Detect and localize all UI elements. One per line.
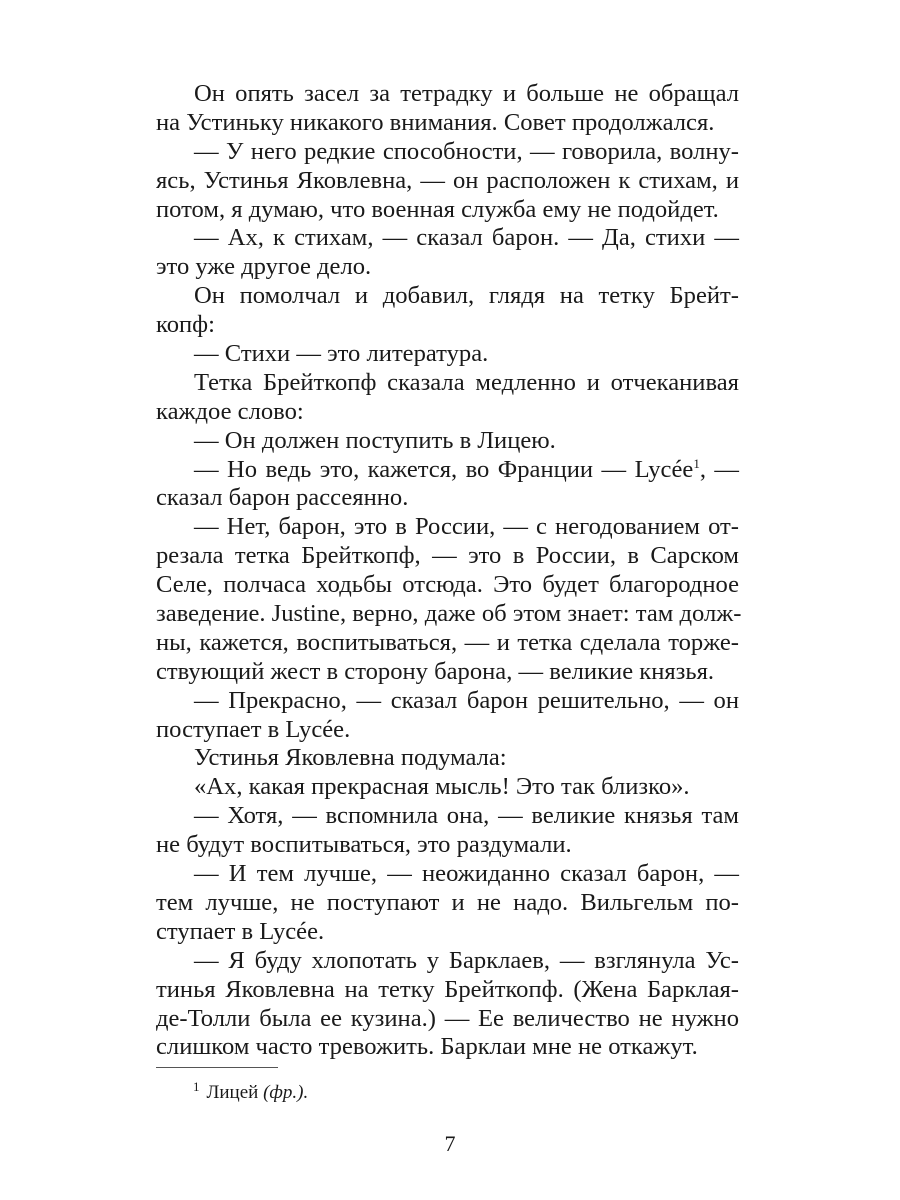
text-line bbox=[156, 427, 739, 456]
text-line-content: ны, кажется, воспитываться, — и тетка сделала торже- bbox=[156, 628, 739, 656]
text-line-content: Он опять засел за тетрадку и больше не обращал bbox=[194, 80, 739, 107]
text-line-content: слишком часто тревожить. Барклаи мне не откажут. bbox=[156, 1033, 698, 1061]
text-line bbox=[156, 947, 739, 976]
text-line bbox=[156, 802, 739, 831]
footnote-reference: 1 bbox=[693, 455, 700, 471]
text-line bbox=[156, 456, 739, 485]
text-line bbox=[156, 369, 739, 398]
text-line bbox=[156, 918, 739, 947]
footnote-separator bbox=[156, 1067, 278, 1068]
text-line-content: Устинья Яковлевна подумала: bbox=[194, 744, 507, 772]
text-line-content: — Но ведь это, кажется, во Франции — Lycée bbox=[194, 455, 694, 483]
text-line bbox=[156, 196, 739, 225]
text-line bbox=[156, 167, 739, 196]
text-line-content: «Ах, какая прекрасная мысль! Это так близко». bbox=[194, 773, 690, 801]
text-line bbox=[156, 398, 739, 427]
text-line-content: поступает в Lycée. bbox=[156, 715, 351, 743]
text-line-content: сказал барон рассеянно. bbox=[156, 484, 409, 512]
text-line-content: де-Толли была ее кузина.) — Ее величество не нужно bbox=[156, 1004, 739, 1032]
text-line bbox=[156, 224, 739, 253]
text-line bbox=[156, 658, 739, 687]
text-line bbox=[156, 1005, 739, 1034]
text-line-content: — Нет, барон, это в России, — с негодованием от- bbox=[194, 513, 739, 541]
text-line-content: это уже другое дело. bbox=[156, 253, 372, 281]
text-line-content: — У него редкие способности, — говорила, волну- bbox=[194, 137, 739, 165]
text-line-content: заведение. Justine, верно, даже об этом знает: там долж- bbox=[156, 600, 742, 628]
text-line bbox=[156, 600, 742, 629]
text-line-content: каждое слово: bbox=[156, 397, 304, 425]
footnote-marker: 1 bbox=[193, 1078, 200, 1094]
text-line bbox=[156, 138, 739, 167]
text-line bbox=[156, 253, 739, 282]
text-line bbox=[156, 340, 739, 369]
text-line-content: не будут воспитываться, это раздумали. bbox=[156, 831, 572, 859]
text-line-content: ступает в Lycée. bbox=[156, 917, 325, 945]
text-line bbox=[156, 629, 739, 658]
text-line bbox=[156, 484, 739, 513]
text-line-content: тинья Яковлевна на тетку Брейткопф. (Жена Барклая- bbox=[156, 975, 739, 1003]
text-line-content: — Стихи — это литература. bbox=[194, 340, 489, 368]
text-line bbox=[156, 282, 739, 311]
footnote-language-note: (фр.). bbox=[263, 1082, 309, 1103]
text-line-content: — И тем лучше, — неожиданно сказал барон, — bbox=[194, 860, 739, 888]
text-line bbox=[156, 860, 739, 889]
text-line bbox=[156, 716, 739, 745]
text-line bbox=[156, 513, 739, 542]
text-line-content: Он помолчал и добавил, глядя на тетку Брейт- bbox=[194, 282, 739, 310]
page-text-block bbox=[156, 80, 742, 1062]
text-line-content: копф: bbox=[156, 311, 215, 339]
text-line bbox=[156, 1033, 739, 1062]
text-line-content: Тетка Брейткопф сказала медленно и отчеканивая bbox=[194, 368, 739, 396]
text-line bbox=[156, 773, 739, 802]
text-line-content: — Ах, к стихам, — сказал барон. — Да, стихи — bbox=[194, 224, 739, 252]
text-line bbox=[156, 109, 739, 138]
text-line-content: — Он должен поступить в Лицею. bbox=[194, 426, 556, 454]
text-line-content: ствующий жест в сторону барона, — великие князья. bbox=[156, 657, 715, 685]
text-line bbox=[156, 542, 739, 571]
text-line-content: на Устиньку никакого внимания. Совет продолжался. bbox=[156, 108, 715, 136]
text-line bbox=[156, 571, 739, 600]
text-line-content: — Прекрасно, — сказал барон решительно, — он bbox=[194, 686, 739, 714]
text-line-content: потом, я думаю, что военная служба ему не подойдет. bbox=[156, 195, 719, 223]
text-line-tail: , — bbox=[699, 455, 740, 483]
text-line bbox=[156, 976, 739, 1005]
text-line bbox=[156, 687, 739, 716]
text-line-content: резала тетка Брейткопф, — это в России, в Сарском bbox=[156, 542, 739, 570]
text-line bbox=[156, 889, 739, 918]
text-line bbox=[156, 831, 739, 860]
body-text bbox=[156, 80, 742, 1062]
text-line bbox=[156, 311, 739, 340]
page-number: 7 bbox=[444, 1131, 456, 1156]
text-line-content: — Я буду хлопотать у Барклаев, — взглянула Ус- bbox=[194, 946, 739, 974]
text-line bbox=[156, 744, 739, 773]
text-line bbox=[156, 80, 739, 109]
text-line-content: тем лучше, не поступают и не надо. Вильгельм по- bbox=[156, 888, 739, 916]
text-line-content: Селе, полчаса ходьбы отсюда. Это будет благородное bbox=[156, 571, 739, 599]
footnote bbox=[193, 1078, 309, 1105]
text-line-content: ясь, Устинья Яковлевна, — он расположен к стихам, и bbox=[156, 166, 739, 194]
text-line-content: — Хотя, — вспомнила она, — великие князья там bbox=[194, 802, 739, 830]
footnote-text: Лицей bbox=[206, 1082, 259, 1103]
